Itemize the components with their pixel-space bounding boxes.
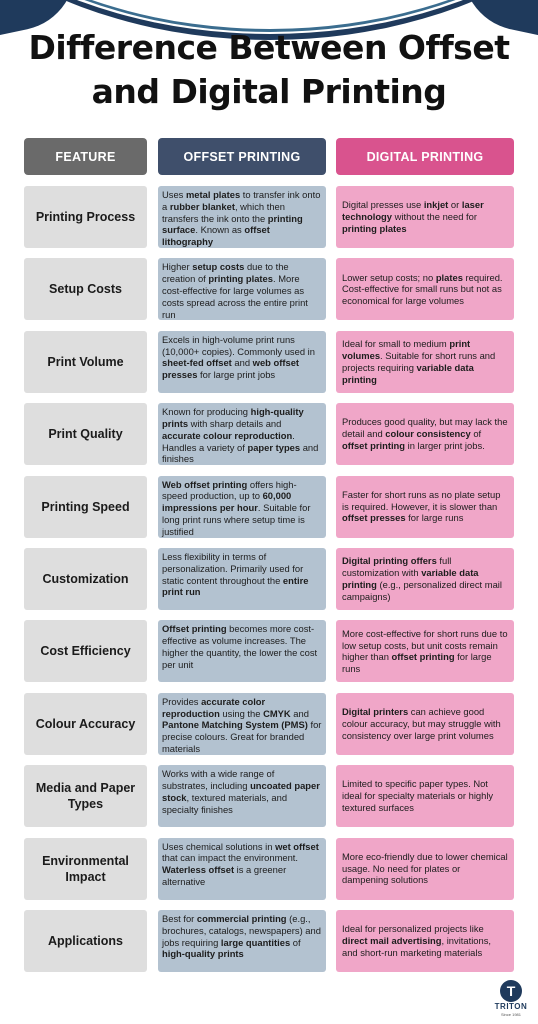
digital-text xyxy=(342,489,508,524)
offset-text xyxy=(162,551,322,598)
digital-cell xyxy=(336,693,514,755)
bold-text: wet offset xyxy=(275,840,319,852)
text: , textured materials, and specialty finishes xyxy=(162,791,288,815)
table-row xyxy=(0,765,538,827)
bold-text: Web offset printing xyxy=(162,478,248,490)
bold-text: Pantone Matching System (PMS) xyxy=(162,719,308,731)
bold-text: printing plates xyxy=(342,222,407,234)
bold-text: setup costs xyxy=(192,261,245,273)
feature-cell: Colour Accuracy xyxy=(24,693,147,755)
digital-cell xyxy=(336,258,514,320)
text: is a greener alternative xyxy=(162,864,287,887)
bold-text: paper types xyxy=(247,441,301,453)
digital-cell xyxy=(336,186,514,248)
bold-text: accurate color reproduction xyxy=(162,695,266,719)
text: that can impact the environment. xyxy=(162,852,299,864)
text: Higher xyxy=(162,261,193,273)
text: for large print jobs xyxy=(197,369,276,381)
text: . Handles a variety of xyxy=(162,429,295,453)
text: for precise colours. Great for branded materials xyxy=(162,719,322,754)
offset-cell xyxy=(158,258,326,320)
text: . Known as xyxy=(195,224,245,236)
text: More eco-friendly due to lower chemical usage. No need for plates or dampening solutions xyxy=(342,850,508,886)
bold-text: print volumes xyxy=(342,338,471,361)
text: for large runs xyxy=(342,651,492,675)
feature-cell: Print Volume xyxy=(24,331,147,393)
text: (e.g., brochures, catalogs, newspapers) and jobs requiring xyxy=(162,913,321,948)
text: and xyxy=(231,357,253,369)
offset-cell xyxy=(158,838,326,900)
offset-text xyxy=(162,696,322,755)
digital-cell xyxy=(336,838,514,900)
bold-text: offset presses xyxy=(342,512,406,524)
table-row xyxy=(0,258,538,320)
bold-text: CMYK xyxy=(263,707,291,719)
header-digital-printing: DIGITAL PRINTING xyxy=(336,138,514,175)
digital-text xyxy=(342,199,508,234)
text: becomes more cost-effective as volume increases. The higher the quantity, the lower the cost per unit xyxy=(162,623,318,670)
offset-text xyxy=(162,189,322,248)
bold-text: printing plates xyxy=(208,273,273,285)
offset-text xyxy=(162,768,322,815)
text: Ideal for small to medium xyxy=(342,338,450,350)
offset-cell xyxy=(158,186,326,248)
feature-cell: Cost Efficiency xyxy=(24,620,147,682)
bold-text: colour consistency xyxy=(385,428,471,440)
text: , which then transfers the ink onto the xyxy=(162,200,285,224)
text: and xyxy=(290,707,309,719)
feature-cell: Print Quality xyxy=(24,403,147,465)
bold-text: variable data printing xyxy=(342,361,474,385)
feature-cell: Printing Speed xyxy=(24,476,147,538)
text: (e.g., personalized direct mail campaigns) xyxy=(342,579,502,602)
title-line-2: and Digital Printing xyxy=(91,72,447,111)
bold-text: web offset presses xyxy=(162,357,300,381)
bold-text: high-quality prints xyxy=(162,406,304,429)
title-line-1: Difference Between Offset xyxy=(28,28,510,67)
feature-cell: Setup Costs xyxy=(24,258,147,320)
table-row xyxy=(0,476,538,538)
offset-cell xyxy=(158,403,326,465)
text: for large runs xyxy=(405,512,464,524)
digital-text xyxy=(342,923,508,958)
bold-text: commercial printing xyxy=(196,913,287,924)
text: of xyxy=(290,936,301,948)
feature-cell: Media and Paper Types xyxy=(24,765,147,827)
digital-cell xyxy=(336,765,514,827)
text: More cost-effective for short runs due to low setup costs, but unit costs remain higher than xyxy=(342,627,508,663)
bold-text: direct mail advertising xyxy=(342,935,442,947)
digital-cell xyxy=(336,548,514,610)
text: Limited to specific paper types. Not ideal for specialty materials or highly textured surfaces xyxy=(342,778,494,814)
digital-text xyxy=(342,706,508,741)
offset-text xyxy=(162,334,322,381)
offset-cell xyxy=(158,765,326,827)
bold-text: Waterless offset xyxy=(162,864,235,876)
offset-text xyxy=(162,913,322,960)
text: using the xyxy=(219,707,264,719)
digital-text xyxy=(342,778,508,813)
text: Best for xyxy=(162,913,197,924)
text: required. Cost-effective for small runs but not as economical for large volumes xyxy=(342,271,503,307)
table-row xyxy=(0,910,538,972)
digital-cell xyxy=(336,620,514,682)
triton-t-icon: T xyxy=(500,980,522,1002)
text: Excels in high-volume print runs (10,000+ copies). Commonly used in xyxy=(162,333,315,357)
header-feature: FEATURE xyxy=(24,138,147,175)
digital-cell xyxy=(336,331,514,393)
table-row xyxy=(0,403,538,465)
bold-text: rubber blanket xyxy=(169,200,235,212)
text: without the need for xyxy=(392,211,477,223)
text: in larger print jobs. xyxy=(405,440,485,452)
bold-text: uncoated paper stock xyxy=(162,779,320,803)
text: , invitations, and short-run marketing materials xyxy=(342,935,492,958)
logo-tagline: Since 1981 xyxy=(500,1012,521,1017)
bold-text: metal plates xyxy=(185,189,241,200)
table-row xyxy=(0,620,538,682)
digital-text xyxy=(342,416,508,451)
digital-cell xyxy=(336,476,514,538)
digital-text xyxy=(342,851,508,886)
bold-text: inkjet xyxy=(423,199,449,211)
offset-cell xyxy=(158,331,326,393)
digital-cell xyxy=(336,910,514,972)
bold-text: Digital printing offers xyxy=(342,555,437,567)
text: offers high-speed production, up to xyxy=(162,478,297,502)
digital-text xyxy=(342,338,508,385)
triton-logo xyxy=(491,980,531,1020)
text: Works with a wide range of substrates, including xyxy=(162,768,275,791)
bold-text: accurate colour reproduction xyxy=(162,429,293,441)
logo-name: TRITON xyxy=(494,1002,528,1011)
bold-text: printing surface xyxy=(162,212,303,236)
offset-text xyxy=(162,841,322,888)
text: to transfer ink onto a xyxy=(162,189,321,212)
text: with sharp details and xyxy=(188,417,282,429)
text: . Suitable for long print runs where setup time is justified xyxy=(162,502,311,537)
text: Digital presses use xyxy=(342,199,424,211)
bold-text: sheet-fed offset xyxy=(162,357,232,369)
text: Lower setup costs; no xyxy=(342,271,436,283)
offset-cell xyxy=(158,548,326,610)
text: Ideal for personalized projects like xyxy=(342,923,484,935)
digital-cell xyxy=(336,403,514,465)
bold-text: high-quality prints xyxy=(162,948,244,960)
text: and finishes xyxy=(162,441,319,465)
bold-text: plates xyxy=(435,271,463,283)
text: . More cost-effective for large volumes as costs spread across the entire print run xyxy=(162,273,308,320)
offset-cell xyxy=(158,620,326,682)
bold-text: offset printing xyxy=(342,440,406,452)
text: Uses chemical solutions in xyxy=(162,840,276,852)
table-row xyxy=(0,331,538,393)
text: Known for producing xyxy=(162,406,251,418)
text: Faster for short runs as no plate setup is required. However, it is slower than xyxy=(342,488,501,512)
text: . Suitable for short runs and projects requiring xyxy=(342,350,496,373)
digital-text xyxy=(342,272,508,307)
text: Produces good quality, but may lack the detail and xyxy=(342,416,508,440)
offset-text xyxy=(162,479,322,538)
bold-text: laser technology xyxy=(342,199,484,223)
bold-text: Digital printers xyxy=(342,706,409,718)
text: due to the creation of xyxy=(162,261,289,285)
bold-text: offset printing xyxy=(391,651,455,663)
table-row xyxy=(0,548,538,610)
text: Provides xyxy=(162,695,202,707)
header-offset-printing: OFFSET PRINTING xyxy=(158,138,326,175)
text: can achieve good colour accuracy, but may struggle with consistency over large print volumes xyxy=(342,706,501,741)
offset-text xyxy=(162,261,322,320)
bold-text: large quantities xyxy=(220,936,291,948)
offset-text xyxy=(162,623,322,670)
offset-cell xyxy=(158,910,326,972)
offset-cell xyxy=(158,693,326,755)
text: Less flexibility in terms of personalization. Primarily used for static content throughout the xyxy=(162,551,304,586)
text: of xyxy=(470,428,482,440)
text: or xyxy=(448,199,462,211)
text: full customization with xyxy=(342,555,452,579)
feature-cell: Customization xyxy=(24,548,147,610)
text: Uses xyxy=(162,189,186,200)
feature-cell: Applications xyxy=(24,910,147,972)
table-row xyxy=(0,186,538,248)
digital-text xyxy=(342,628,508,675)
digital-text xyxy=(342,555,508,602)
bold-text: Offset printing xyxy=(162,623,227,635)
bold-text: offset lithography xyxy=(162,224,270,248)
table-row xyxy=(0,693,538,755)
offset-text xyxy=(162,406,322,465)
bold-text: 60,000 impressions per hour xyxy=(162,490,292,514)
offset-cell xyxy=(158,476,326,538)
feature-cell: Printing Process xyxy=(24,186,147,248)
table-row xyxy=(0,838,538,900)
bold-text: entire print run xyxy=(162,574,309,598)
page-title xyxy=(0,26,538,114)
feature-cell: Environmental Impact xyxy=(24,838,147,900)
bold-text: variable data printing xyxy=(342,567,479,590)
